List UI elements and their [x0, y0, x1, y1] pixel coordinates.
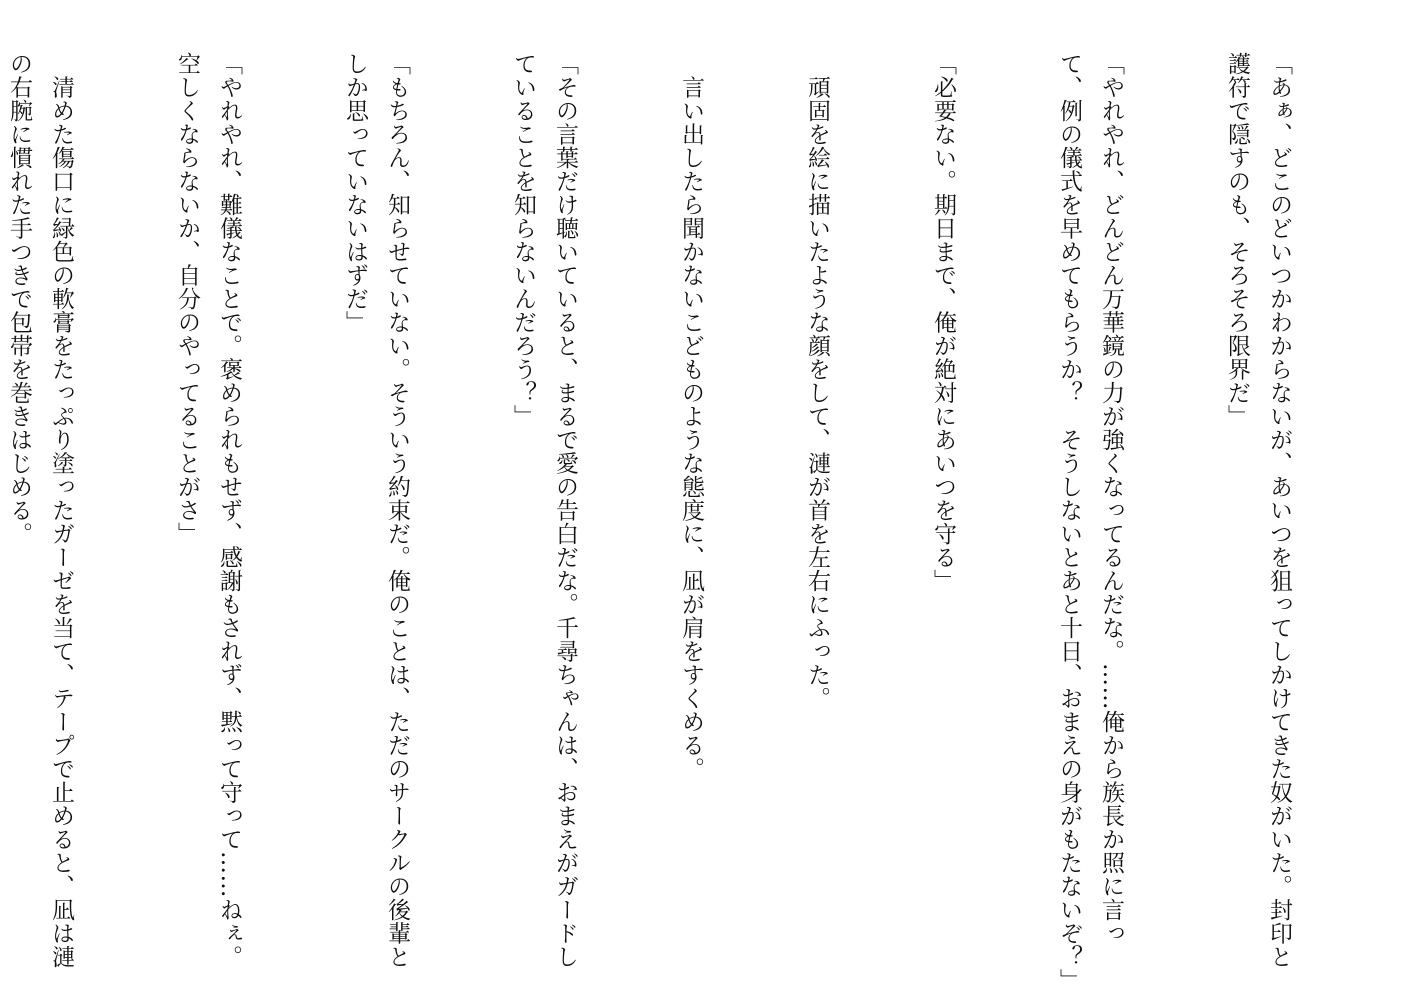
paragraph: 「やれやれ、どんどん万華鏡の力が強くなってるんだな。……俺から族長か照に言って、例の儀式を早めてもらうか？ そうしないとあと十日、おまえの身がもたないぞ？」	[1056, 52, 1124, 992]
paragraph: 清めた傷口に緑色の軟膏をたっぷり塗ったガーゼを当て、テープで止めると、凪は漣の右腕に慣れた手つきで包帯を巻きはじめる。	[6, 52, 74, 969]
paragraph: 「その言葉だけ聴いていると、まるで愛の告白だな。千尋ちゃんは、おまえがガードしていることを知らないんだろう？」	[510, 52, 578, 969]
paragraph: 「もちろん、知らせていない。そういう約束だ。俺のことは、ただのサークルの後輩としか思っていないはずだ」	[342, 52, 410, 969]
paragraph: 言い出したら聞かないこどものような態度に、凪が肩をすくめる。	[678, 52, 704, 781]
vertical-text-body	[6, 52, 1384, 992]
paragraph: 頑固を絵に描いたような顔をして、漣が首を左右にふった。	[804, 52, 830, 710]
paragraph: 「あぁ、どこのどいつかわからないが、あいつを狙ってしかけてきた奴がいた。封印と護符で隠すのも、そろそろ限界だ」	[1224, 52, 1292, 969]
paragraph: 「必要ない。期日まで、俺が絶対にあいつを守る」	[930, 52, 956, 593]
paragraph: 「やれやれ、難儀なことで。褒められもせず、感謝もされず、黙って守って……ねぇ。空しくならないか、自分のやってることがさ」	[174, 52, 242, 969]
